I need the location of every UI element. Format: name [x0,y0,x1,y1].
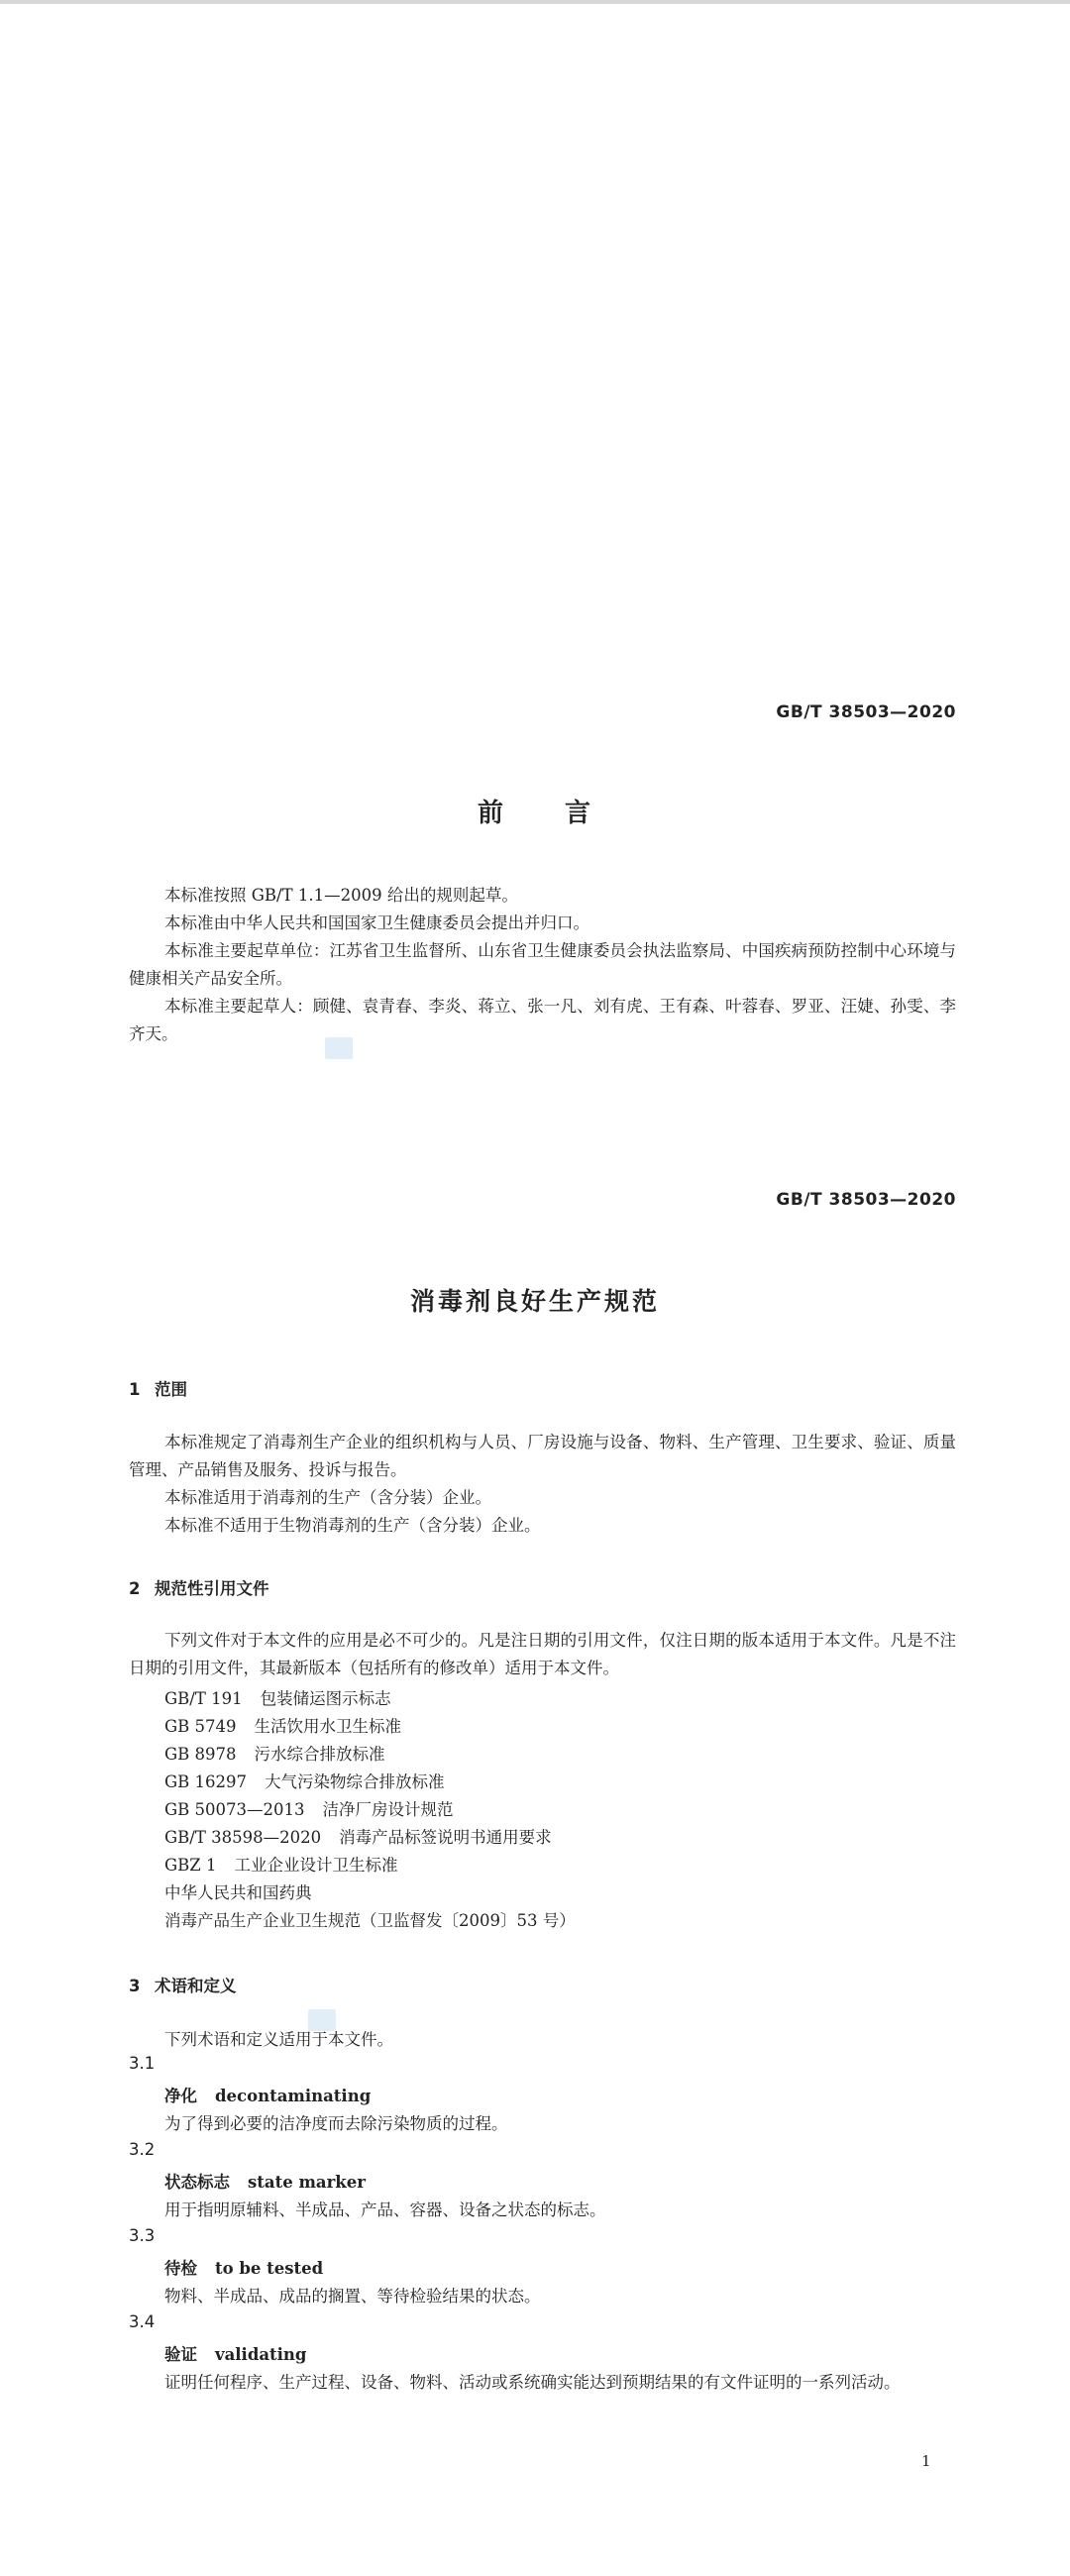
reference-item [164,1741,385,1765]
reference-name: 工业企业设计卫生标准 [234,1856,398,1875]
reference-name: 生活饮用水卫生标准 [254,1717,402,1736]
reference-id: GBZ 1 [164,1856,217,1875]
reference-id: GB 50073—2013 [164,1800,305,1819]
term-definition-block [129,2369,956,2397]
term-number: 3.4 [129,2312,156,2331]
reference-item [164,1879,312,1903]
term-en: validating [215,2345,307,2364]
foreword-body [129,882,956,1048]
term-entry [164,2341,306,2365]
section-number: 1 [129,1380,141,1399]
section-number: 2 [129,1579,141,1598]
term-en: to be tested [215,2259,324,2278]
foreword-paragraph: 本标准主要起草单位：江苏省卫生监督所、山东省卫生健康委员会执法监察局、中国疾病预防控制中心环境与健康相关产品安全所。 [129,941,956,988]
scope-paragraph: 本标准不适用于生物消毒剂的生产（含分装）企业。 [164,1516,541,1535]
term-entry [164,2255,323,2279]
reference-name: 消毒产品标签说明书通用要求 [339,1828,552,1847]
term-definition: 为了得到必要的洁净度而去除污染物质的过程。 [164,2114,508,2133]
scope-body [129,1429,956,1540]
watermark-mark [325,1037,353,1059]
section-title: 规范性引用文件 [155,1579,269,1598]
reference-name: 洁净厂房设计规范 [322,1800,454,1819]
standard-code-header-2: GB/T 38503—2020 [776,1190,956,1210]
section-title: 范围 [155,1380,187,1399]
reference-item [164,1796,454,1820]
foreword-title-a: 前 [477,799,505,828]
term-definition: 证明任何程序、生产过程、设备、物料、活动或系统确实能达到预期结果的有文件证明的一系列活动。 [164,2373,901,2392]
foreword-paragraph: 本标准由中华人民共和国国家卫生健康委员会提出并归口。 [164,913,589,932]
reference-item [164,1852,398,1876]
standard-code-header: GB/T 38503—2020 [776,702,956,722]
reference-item [164,1907,576,1931]
section-title: 术语和定义 [155,1977,237,1995]
reference-item [164,1713,401,1737]
document-title: 消毒剂良好生产规范 [409,1287,660,1316]
top-border [0,0,1070,4]
scope-paragraph: 本标准适用于消毒剂的生产（含分装）企业。 [164,1488,491,1507]
reference-id: GB 16297 [164,1772,248,1791]
foreword-paragraph: 本标准主要起草人：顾健、袁青春、李炎、蒋立、张一凡、刘有虎、王有森、叶蓉春、罗亚、汪婕、孙雯、李齐天。 [129,997,956,1043]
term-en: state marker [248,2173,366,2192]
section-number: 3 [129,1977,141,1995]
reference-id: GB/T 191 [164,1689,243,1708]
section-heading-scope [129,1376,187,1400]
scope-paragraph: 本标准规定了消毒剂生产企业的组织机构与人员、厂房设施与设备、物料、生产管理、卫生要求、验证、质量管理、产品销售及服务、投诉与报告。 [129,1433,956,1479]
term-zh: 净化 [164,2087,197,2105]
term-number: 3.3 [129,2226,156,2245]
page-number: 1 [921,2452,931,2470]
section-heading-terms [129,1973,237,1996]
reference-name: 中华人民共和国药典 [164,1883,312,1902]
term-zh: 验证 [164,2345,197,2364]
foreword-title [0,793,1070,829]
reference-id: GB 8978 [164,1745,237,1764]
reference-name: 污水综合排放标准 [254,1745,385,1764]
term-number: 3.2 [129,2140,156,2159]
term-number: 3.1 [129,2054,156,2073]
term-entry [164,2169,366,2193]
reference-id: GB/T 38598—2020 [164,1828,322,1847]
term-definition: 用于指明原辅料、半成品、产品、容器、设备之状态的标志。 [164,2200,606,2219]
foreword-title-b: 言 [565,799,593,828]
term-zh: 待检 [164,2259,197,2278]
references-intro [129,1627,956,1682]
references-intro-text: 下列文件对于本文件的应用是必不可少的。凡是注日期的引用文件，仅注日期的版本适用于本文件。凡是不注日期的引用文件，其最新版本（包括所有的修改单）适用于本文件。 [129,1631,956,1677]
term-definition: 物料、半成品、成品的搁置、等待检验结果的状态。 [164,2287,541,2306]
term-zh: 状态标志 [164,2173,230,2192]
section-heading-references [129,1575,269,1599]
term-entry [164,2083,371,2106]
reference-name: 消毒产品生产企业卫生规范（卫监督发〔2009〕53 号） [164,1911,576,1930]
term-en: decontaminating [215,2087,372,2105]
reference-name: 大气污染物综合排放标准 [265,1772,445,1791]
reference-item [164,1685,391,1709]
reference-item [164,1824,552,1848]
reference-item [164,1769,445,1792]
foreword-paragraph: 本标准按照 GB/T 1.1—2009 给出的规则起草。 [164,886,518,905]
reference-name: 包装储运图示标志 [260,1689,391,1708]
reference-id: GB 5749 [164,1717,237,1736]
terms-intro: 下列术语和定义适用于本文件。 [164,2030,393,2049]
